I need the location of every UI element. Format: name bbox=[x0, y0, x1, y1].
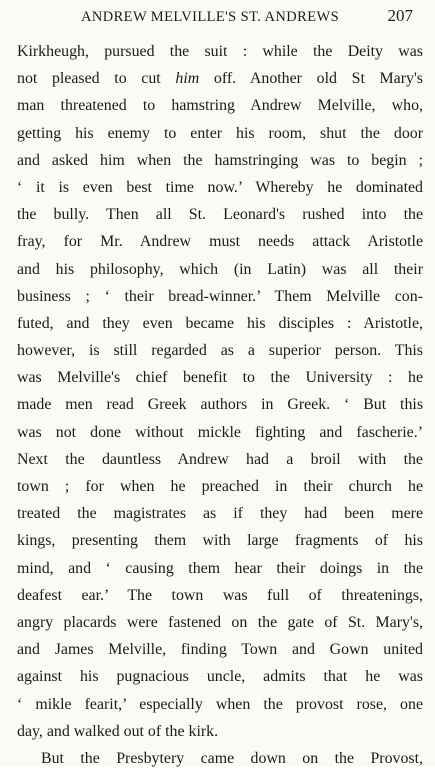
text-line: not pleased to cut him off. Another old St Mary's bbox=[17, 70, 423, 88]
text-line: Kirkheugh, pursued the suit : while the Deity was bbox=[17, 43, 423, 60]
paragraph-end-line: day, and walked out of the kirk. bbox=[17, 722, 219, 740]
page-number: 207 bbox=[387, 6, 413, 25]
body-text bbox=[17, 38, 423, 772]
text-line: angry placards were fastened on the gate of St. Mary's, bbox=[17, 613, 423, 631]
text-line: was Melville's chief benefit to the University : he bbox=[17, 369, 423, 387]
text-line: and James Melville, finding Town and Gown united bbox=[17, 641, 423, 659]
text-line: treated the magistrates as if they had been mere bbox=[17, 505, 423, 523]
text-line: ‘ mikle fearit,’ especially when the provost rose, one bbox=[17, 695, 423, 713]
text-line: futed, and they even became his disciples : Aristotle, bbox=[17, 314, 423, 332]
text-line: made men read Greek authors in Greek. ‘ But this bbox=[17, 396, 423, 414]
text-line: was not done without mickle fighting and fascherie.’ bbox=[17, 423, 423, 441]
text-line: the bully. Then all St. Leonard's rushed into the bbox=[17, 206, 423, 224]
paragraph-start-line: But the Presbytery came down on the Provost, bbox=[41, 749, 423, 767]
page-header bbox=[0, 3, 435, 27]
text-line: town ; for when he preached in their church he bbox=[17, 478, 423, 495]
running-head: ANDREW MELVILLE'S ST. ANDREWS bbox=[81, 9, 340, 25]
text-line: and his philosophy, which (in Latin) was all their bbox=[17, 260, 423, 278]
text-line: business ; ‘ their bread-winner.’ Them Melville con- bbox=[17, 287, 423, 305]
text-line: Next the dauntless Andrew had a broil with the bbox=[17, 450, 423, 468]
text-line: fray, for Mr. Andrew must needs attack Aristotle bbox=[17, 233, 423, 251]
text-line: mind, and ‘ causing them hear their doings in the bbox=[17, 559, 423, 577]
text-line: kings, presenting them with large fragments of his bbox=[17, 532, 423, 550]
text-line: and asked him when the hamstringing was to begin ; bbox=[17, 151, 423, 169]
text-line: getting his enemy to enter his room, shut the door bbox=[17, 124, 423, 142]
text-line: however, is still regarded as a superior person. This bbox=[17, 342, 423, 360]
text-line: deafest ear.’ The town was full of threatenings, bbox=[17, 586, 423, 604]
text-line: man threatened to hamstring Andrew Melville, who, bbox=[17, 97, 423, 115]
emphasis: him bbox=[175, 70, 200, 88]
text-line: ‘ it is even best time now.’ Whereby he dominated bbox=[17, 178, 423, 196]
text-line: against his pugnacious uncle, admits that he was bbox=[17, 668, 423, 686]
